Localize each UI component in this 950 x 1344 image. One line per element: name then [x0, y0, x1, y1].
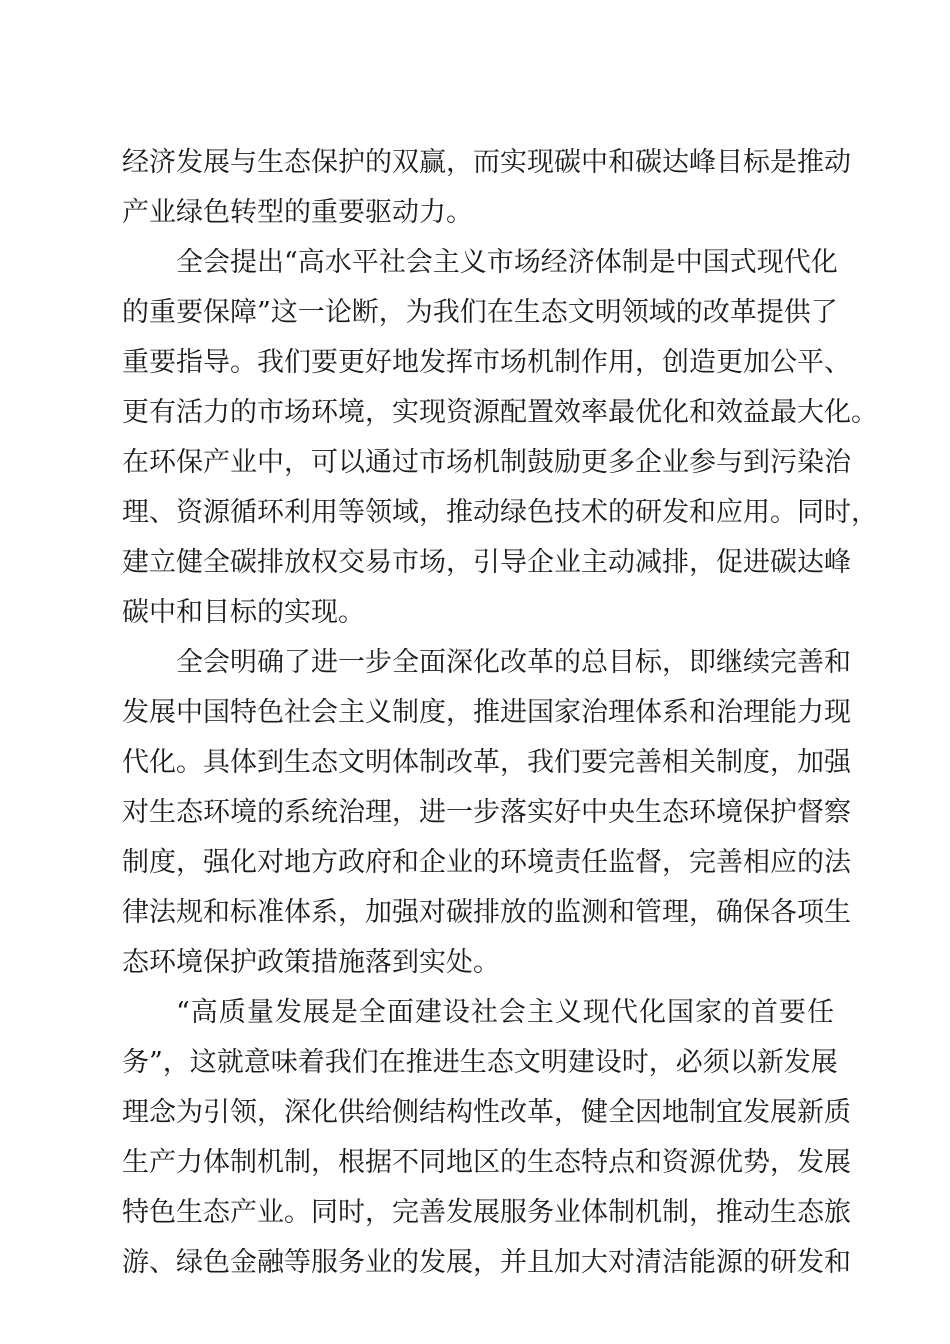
paragraph-3-line-2: 发展中国特色社会主义制度，推进国家治理体系和治理能力现 — [122, 697, 851, 728]
paragraph-4-line-2: 务”，这就意味着我们在推进生态文明建设时，必须以新发展 — [122, 1047, 838, 1078]
paragraph-2-line-5: 在环保产业中，可以通过市场机制鼓励更多企业参与到污染治 — [122, 447, 851, 478]
paragraph-1-line-1: 经济发展与生态保护的双赢，而实现碳中和碳达峰目标是推动 — [122, 147, 851, 178]
document-body — [122, 138, 878, 1288]
paragraph-1-line-2: 产业绿色转型的重要驱动力。 — [122, 197, 473, 228]
paragraph-4-line-5: 特色生态产业。同时，完善发展服务业体制机制，推动生态旅 — [122, 1197, 851, 1228]
paragraph-2-line-8: 碳中和目标的实现。 — [122, 597, 365, 628]
paragraph-4-line-3: 理念为引领，深化供给侧结构性改革，健全因地制宜发展新质 — [122, 1097, 851, 1128]
paragraph-4-line-6: 游、绿色金融等服务业的发展，并且加大对清洁能源的研发和 — [122, 1247, 851, 1278]
paragraph-3-line-3: 代化。具体到生态文明体制改革，我们要完善相关制度，加强 — [122, 747, 851, 778]
paragraph-3-line-5: 制度，强化对地方政府和企业的环境责任监督，完善相应的法 — [122, 847, 851, 878]
paragraph-3-line-1: 全会明确了进一步全面深化改革的总目标，即继续完善和 — [176, 647, 851, 678]
paragraph-2-line-6: 理、资源循环利用等领域，推动绿色技术的研发和应用。同时， — [122, 497, 878, 528]
paragraph-2-line-7: 建立健全碳排放权交易市场，引导企业主动减排，促进碳达峰 — [122, 547, 851, 578]
paragraph-4-line-4: 生产力体制机制，根据不同地区的生态特点和资源优势，发展 — [122, 1147, 851, 1178]
paragraph-2-line-1: 全会提出“高水平社会主义市场经济体制是中国式现代化 — [176, 247, 838, 278]
paragraph-3-line-7: 态环境保护政策措施落到实处。 — [122, 947, 500, 978]
paragraph-2-line-4: 更有活力的市场环境，实现资源配置效率最优化和效益最大化。 — [122, 397, 878, 428]
paragraph-2-line-3: 重要指导。我们要更好地发挥市场机制作用，创造更加公平、 — [122, 347, 851, 378]
paragraph-3-line-6: 律法规和标准体系，加强对碳排放的监测和管理，确保各项生 — [122, 897, 851, 928]
paragraph-4-line-1: “高质量发展是全面建设社会主义现代化国家的首要任 — [176, 997, 834, 1028]
paragraph-2-line-2: 的重要保障”这一论断，为我们在生态文明领域的改革提供了 — [122, 297, 838, 328]
paragraph-3-line-4: 对生态环境的系统治理，进一步落实好中央生态环境保护督察 — [122, 797, 851, 828]
